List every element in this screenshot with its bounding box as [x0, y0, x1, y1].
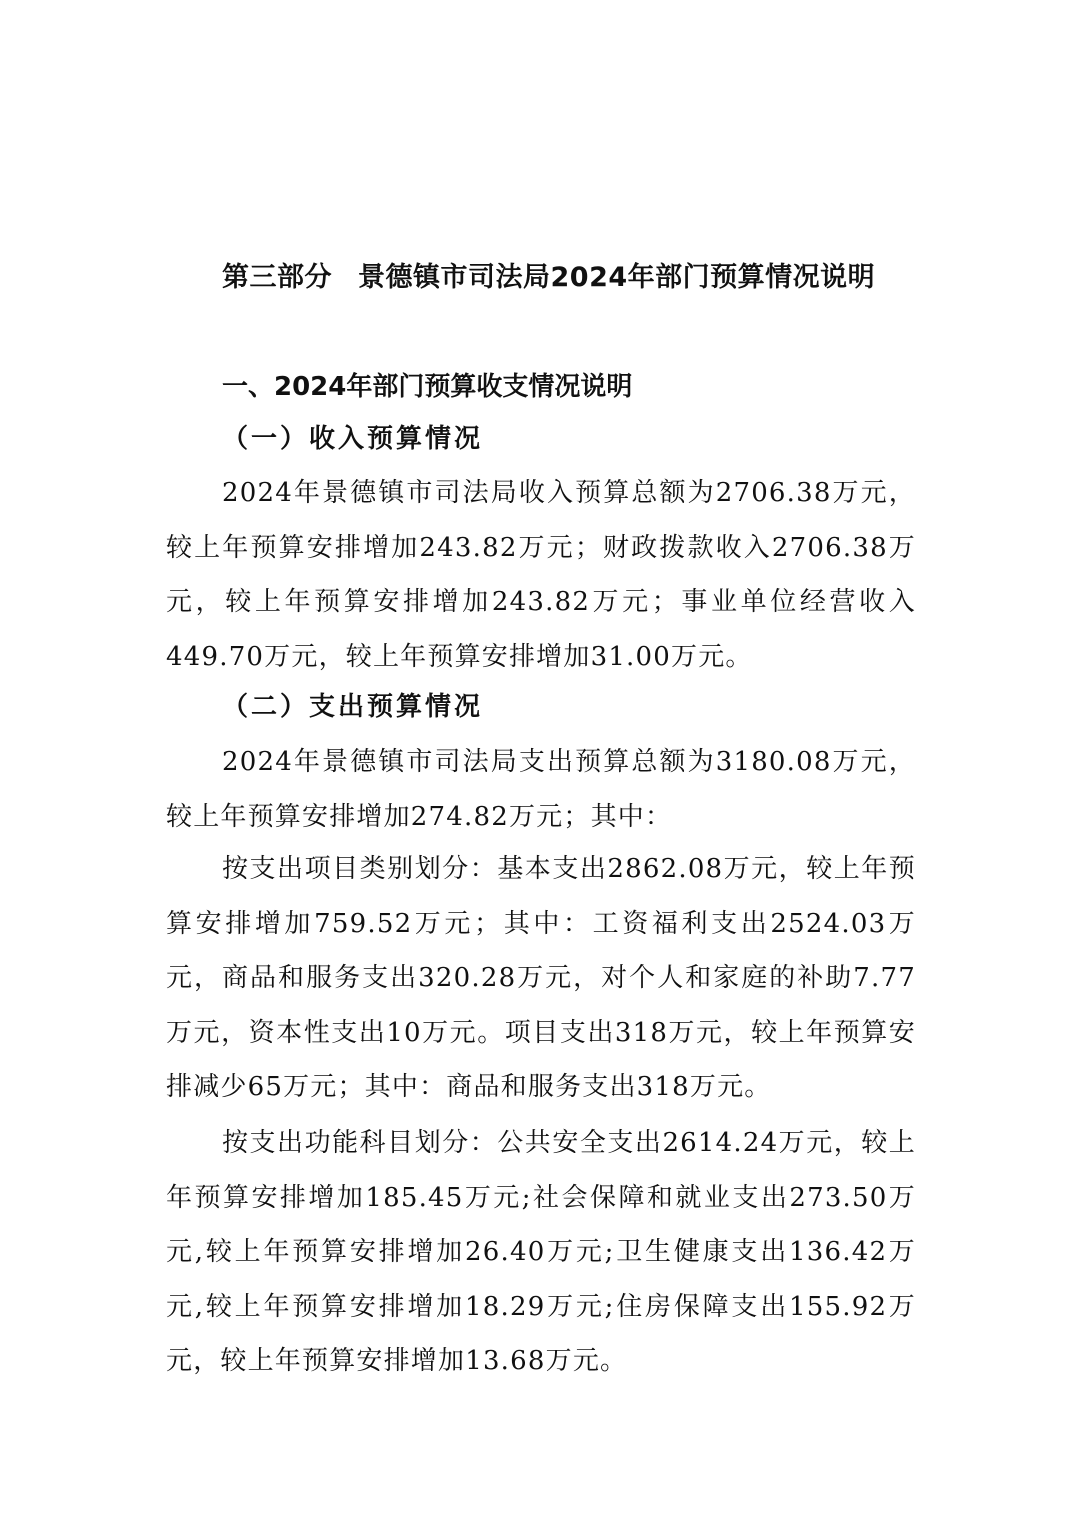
expenditure-paragraph-total: 2024年景德镇市司法局支出预算总额为3180.08万元，较上年预算安排增加274.82万元；其中：	[166, 747, 916, 832]
section-heading-1: 一、2024年部门预算收支情况说明	[222, 372, 633, 402]
expenditure-paragraph-by-type: 按支出项目类别划分：基本支出2862.08万元，较上年预算安排增加759.52万元；其中：工资福利支出2524.03万元，商品和服务支出320.28万元，对个人和家庭的补助7.77万元，资本性支出10万元。项目支出318万元，较上年预算安排减少65万元；其中：商品和服务支出318万元。	[166, 854, 916, 1103]
title-part-label: 第三部分	[222, 262, 332, 293]
title-main-text: 景德镇市司法局2024年部门预算情况说明	[358, 262, 876, 293]
income-paragraph: 2024年景德镇市司法局收入预算总额为2706.38万元，较上年预算安排增加243.82万元；财政拨款收入2706.38万元，较上年预算安排增加243.82万元；事业单位经营收入449.70万元，较上年预算安排增加31.00万元。	[166, 478, 916, 672]
subsection-heading-income: （一）收入预算情况	[222, 424, 484, 454]
expenditure-paragraph-by-function: 按支出功能科目划分：公共安全支出2614.24万元，较上年预算安排增加185.45万元;社会保障和就业支出273.50万元,较上年预算安排增加26.40万元;卫生健康支出136.42万元,较上年预算安排增加18.29万元;住房保障支出155.92万元，较上年预算安排增加13.68万元。	[166, 1128, 916, 1377]
subsection-heading-expenditure: （二）支出预算情况	[222, 692, 484, 722]
document-title	[222, 255, 875, 294]
